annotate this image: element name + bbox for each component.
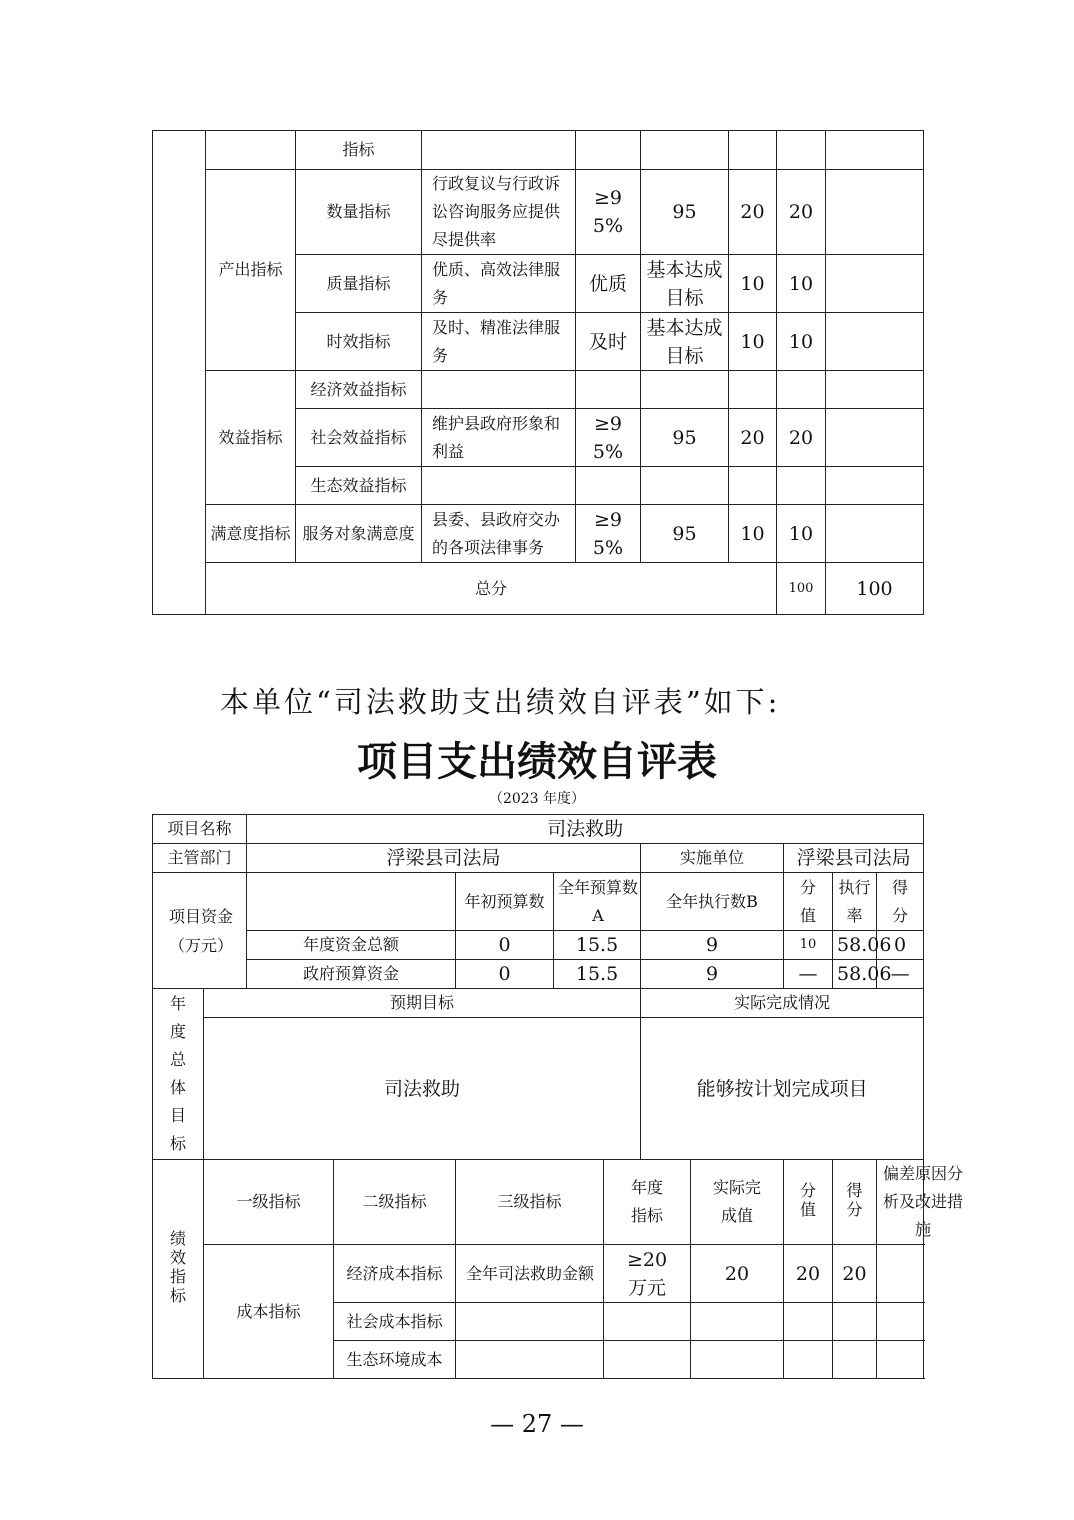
goal-label: [153, 989, 204, 1160]
target-cell: [576, 505, 641, 563]
level3-cell: 行政复议与行政诉讼咨询服务应提供尽提供率: [422, 170, 576, 255]
score-cell: 10: [777, 255, 826, 313]
goal-label-text: 年度总体目标: [169, 994, 186, 1153]
total-label: 总分: [206, 563, 777, 615]
score-value-cell: 20: [729, 409, 777, 467]
level1-satisfaction: 满意度指标: [206, 505, 296, 563]
project-name-value: 司法救助: [247, 815, 924, 844]
level2-cell: 社会成本指标: [334, 1303, 456, 1341]
funds-annual: 15.5: [554, 960, 641, 989]
funds-annual: 15.5: [554, 931, 641, 960]
funds-header-text: 得分: [892, 877, 909, 925]
target-cell: 及时: [576, 313, 641, 371]
level2-cell: 指标: [296, 131, 422, 170]
funds-header: 年初预算数: [456, 873, 554, 931]
funds-rate: 58.06: [833, 931, 877, 960]
funds-header: 全年执行数B: [641, 873, 784, 931]
level1-output: 产出指标: [206, 170, 296, 371]
funds-header: 执行率: [833, 873, 877, 931]
level1-cost: 成本指标: [204, 1245, 334, 1379]
expected-label: 预期目标: [204, 989, 641, 1018]
actual-cell: 95: [641, 409, 729, 467]
page-number: — 27 —: [490, 1410, 584, 1438]
total-score-value: 100: [777, 563, 826, 615]
score-cell: 10: [777, 505, 826, 563]
score-cell: 20: [777, 409, 826, 467]
page-title: 项目支出绩效自评表: [357, 739, 717, 785]
score-value-cell: 10: [729, 313, 777, 371]
level2-cell: 社会效益指标: [296, 409, 422, 467]
remark-cell: [826, 170, 924, 255]
actual-cell: 基本达成目标: [641, 313, 729, 371]
actual-value: 能够按计划完成项目: [641, 1018, 924, 1160]
year-label: （2023 年度）: [488, 791, 586, 807]
funds-executed: 9: [641, 960, 784, 989]
score-value-cell: 10: [729, 255, 777, 313]
actual-label: 实际完成情况: [641, 989, 924, 1018]
remark-cell: [826, 409, 924, 467]
indicator-header: [877, 1160, 964, 1245]
funds-score: —: [877, 960, 924, 989]
actual-cell: 20: [691, 1245, 784, 1303]
score-value-cell: 10: [729, 505, 777, 563]
level3-cell: 优质、高效法律服务: [422, 255, 576, 313]
remark-cell: [877, 1245, 924, 1303]
score-cell: 10: [777, 313, 826, 371]
indicator-header-text: 偏差原因分析及改进措施: [883, 1164, 964, 1239]
level3-cell: 县委、县政府交办的各项法律事务: [422, 505, 576, 563]
level2-cell: 时效指标: [296, 313, 422, 371]
funds-row-label: 政府预算资金: [247, 960, 456, 989]
level3-cell: 维护县政府形象和利益: [422, 409, 576, 467]
indicator-group-cell: [153, 131, 206, 615]
indicator-header: [784, 1160, 833, 1245]
target-text: ≥95%: [592, 187, 624, 237]
indicator-header: 三级指标: [456, 1160, 604, 1245]
target-cell: [576, 409, 641, 467]
level2-cell: 经济效益指标: [296, 371, 422, 409]
funds-executed: 9: [641, 931, 784, 960]
indicator-header-text: 得分: [846, 1180, 863, 1219]
score-value-cell: 20: [784, 1245, 833, 1303]
dept-value: 浮梁县司法局: [247, 844, 641, 873]
funds-header: [554, 873, 641, 931]
level3-cell: 全年司法救助金额: [456, 1245, 604, 1303]
funds-row-label: 年度资金总额: [247, 931, 456, 960]
impl-value: 浮梁县司法局: [784, 844, 924, 873]
funds-initial: 0: [456, 960, 554, 989]
project-name-label: 项目名称: [153, 815, 247, 844]
funds-initial: 0: [456, 931, 554, 960]
self-evaluation-table: [152, 814, 964, 1379]
indicators-label: [153, 1160, 204, 1379]
indicator-header-text: 分值: [800, 1180, 817, 1219]
remark-cell: [826, 313, 924, 371]
indicator-table-continued: [152, 130, 924, 615]
target-cell: [604, 1245, 691, 1303]
funds-score-value: 10: [784, 931, 833, 960]
total-score: 100: [826, 563, 924, 615]
remark-cell: [826, 505, 924, 563]
actual-cell: 基本达成目标: [641, 255, 729, 313]
funds-score: 0: [877, 931, 924, 960]
score-value-cell: 20: [729, 170, 777, 255]
indicator-header: 一级指标: [204, 1160, 334, 1245]
indicators-label-text: 绩效指标: [169, 1228, 186, 1305]
impl-label: 实施单位: [641, 844, 784, 873]
funds-header-text: 全年预算数A: [558, 877, 639, 925]
expected-value: 司法救助: [204, 1018, 641, 1160]
target-text: ≥95%: [592, 508, 624, 559]
level3-cell: 及时、精准法律服务: [422, 313, 576, 371]
level2-cell: 经济成本指标: [334, 1245, 456, 1303]
indicator-header: 二级指标: [334, 1160, 456, 1245]
indicator-header-text: 年度指标: [631, 1178, 664, 1225]
remark-cell: [826, 255, 924, 313]
actual-cell: 95: [641, 505, 729, 563]
funds-header: [877, 873, 924, 931]
intro-sentence: 本单位“司法救助支出绩效自评表”如下:: [220, 685, 781, 719]
funds-label-text: 项目资金（万元）: [168, 906, 233, 955]
level2-cell: 服务对象满意度: [296, 505, 422, 563]
funds-score-value: —: [784, 960, 833, 989]
funds-header-text: 分值: [800, 877, 817, 925]
target-cell: 优质: [576, 255, 641, 313]
target-cell: [576, 170, 641, 255]
funds-header: [784, 873, 833, 931]
level2-cell: 生态效益指标: [296, 467, 422, 505]
target-text: ≥20万元: [626, 1248, 668, 1299]
indicator-header-text: 实际完成值: [713, 1178, 762, 1225]
indicator-header: [604, 1160, 691, 1245]
actual-cell: 95: [641, 170, 729, 255]
score-cell: 20: [833, 1245, 877, 1303]
dept-label: 主管部门: [153, 844, 247, 873]
level2-cell: 质量指标: [296, 255, 422, 313]
target-text: ≥95%: [592, 412, 624, 463]
funds-rate: 58.06: [833, 960, 877, 989]
level2-cell: 生态环境成本: [334, 1341, 456, 1379]
level2-cell: 数量指标: [296, 170, 422, 255]
level1-benefit: 效益指标: [206, 371, 296, 505]
indicator-header: [833, 1160, 877, 1245]
score-cell: 20: [777, 170, 826, 255]
funds-label: [153, 873, 247, 989]
indicator-header: [691, 1160, 784, 1245]
